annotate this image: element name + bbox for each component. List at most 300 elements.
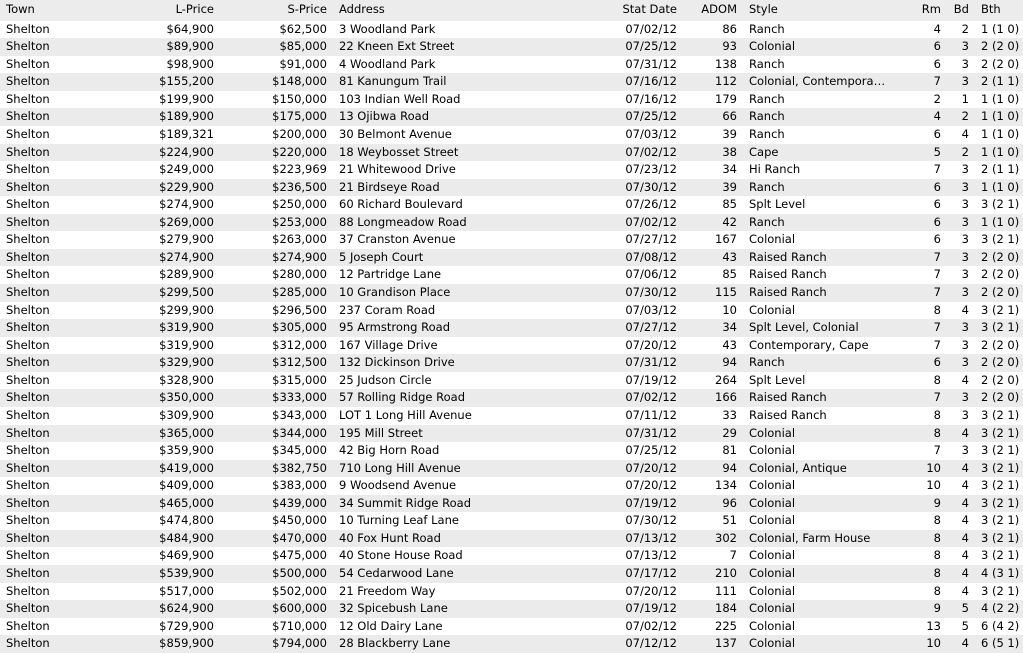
cell-lprice: $539,900 xyxy=(159,566,214,580)
table-row[interactable] xyxy=(0,389,1023,407)
cell-date: 07/08/12 xyxy=(625,249,677,264)
cell-sprice: $175,000 xyxy=(272,109,327,124)
cell-lprice: $484,900 xyxy=(159,530,214,545)
cell-rm: 6 xyxy=(933,355,941,370)
cell-sprice: $148,000 xyxy=(272,74,327,89)
cell-sprice: $344,000 xyxy=(272,425,327,440)
cell-sprice: $200,000 xyxy=(272,126,327,141)
cell-date: 07/20/12 xyxy=(625,478,677,493)
cell-town: Shelton xyxy=(6,478,50,493)
cell-town: Shelton xyxy=(6,372,50,387)
cell-lprice: $419,000 xyxy=(159,460,214,475)
cell-style: Colonial xyxy=(749,548,796,563)
table-row[interactable] xyxy=(0,565,1023,583)
cell-date: 07/02/12 xyxy=(625,21,677,36)
cell-town: Shelton xyxy=(6,495,50,510)
cell-adom: 184 xyxy=(715,601,737,616)
cell-address: 12 Old Dairy Lane xyxy=(339,618,443,633)
cell-town: Shelton xyxy=(6,197,50,212)
column-header-bth[interactable]: Bth xyxy=(981,2,1001,16)
cell-style: Colonial xyxy=(749,601,796,616)
cell-sprice: $710,000 xyxy=(272,618,327,633)
cell-bth: 3 (2 1) xyxy=(981,320,1020,335)
cell-bth: 2 (1 1) xyxy=(981,162,1020,177)
cell-style: Raised Ranch xyxy=(749,390,827,405)
column-header-sprice[interactable]: S-Price xyxy=(287,2,327,16)
cell-town: Shelton xyxy=(6,144,50,159)
cell-town: Shelton xyxy=(6,636,50,651)
cell-town: Shelton xyxy=(6,267,50,282)
cell-date: 07/30/12 xyxy=(625,285,677,299)
table-row[interactable] xyxy=(0,214,1023,232)
cell-style: Colonial xyxy=(749,636,796,651)
cell-bd: 2 xyxy=(961,21,969,36)
cell-adom: 111 xyxy=(715,583,737,598)
cell-address: 25 Judson Circle xyxy=(339,372,432,387)
cell-bth: 1 (1 0) xyxy=(981,21,1020,36)
cell-lprice: $274,900 xyxy=(159,249,214,264)
cell-bth: 2 (2 0) xyxy=(981,355,1020,370)
cell-date: 07/02/12 xyxy=(625,618,677,633)
cell-sprice: $285,000 xyxy=(272,285,327,299)
cell-bth: 3 (2 1) xyxy=(981,407,1020,422)
cell-sprice: $62,500 xyxy=(279,21,327,36)
cell-rm: 10 xyxy=(926,478,941,493)
table-row[interactable] xyxy=(0,442,1023,460)
cell-rm: 8 xyxy=(933,566,941,580)
cell-lprice: $517,000 xyxy=(159,583,214,598)
cell-rm: 6 xyxy=(933,232,941,247)
cell-bth: 2 (2 0) xyxy=(981,372,1020,387)
table-row[interactable] xyxy=(0,600,1023,618)
cell-address: 34 Summit Ridge Road xyxy=(339,495,472,510)
cell-date: 07/19/12 xyxy=(625,495,677,510)
cell-bd: 4 xyxy=(961,372,969,387)
cell-adom: 93 xyxy=(722,39,737,54)
cell-style: Splt Level xyxy=(749,197,806,212)
cell-sprice: $500,000 xyxy=(272,566,327,580)
cell-date: 07/12/12 xyxy=(625,636,677,651)
cell-town: Shelton xyxy=(6,355,50,370)
cell-date: 07/26/12 xyxy=(625,197,677,212)
cell-bd: 3 xyxy=(961,162,969,177)
cell-bd: 3 xyxy=(961,74,969,89)
cell-date: 07/23/12 xyxy=(625,162,677,177)
cell-sprice: $343,000 xyxy=(272,407,327,422)
cell-lprice: $329,900 xyxy=(159,355,214,370)
cell-address: 30 Belmont Avenue xyxy=(339,126,452,141)
cell-address: 195 Mill Street xyxy=(339,425,423,440)
cell-style: Splt Level, Colonial xyxy=(749,320,859,335)
cell-lprice: $229,900 xyxy=(159,179,214,194)
cell-town: Shelton xyxy=(6,21,50,36)
cell-rm: 8 xyxy=(933,372,941,387)
cell-date: 07/20/12 xyxy=(625,337,677,352)
cell-address: 103 Indian Well Road xyxy=(339,91,461,106)
cell-bd: 4 xyxy=(961,583,969,598)
cell-style: Colonial xyxy=(749,39,796,54)
cell-bth: 3 (2 1) xyxy=(981,302,1020,317)
cell-town: Shelton xyxy=(6,425,50,440)
cell-bth: 4 (2 2) xyxy=(981,601,1020,616)
cell-date: 07/31/12 xyxy=(625,56,677,71)
cell-sprice: $91,000 xyxy=(279,56,327,71)
cell-style: Ranch xyxy=(749,109,785,124)
cell-style: Colonial, Contempora… xyxy=(749,74,886,89)
cell-sprice: $315,000 xyxy=(272,372,327,387)
cell-rm: 10 xyxy=(926,636,941,651)
cell-rm: 6 xyxy=(933,56,941,71)
cell-adom: 43 xyxy=(722,337,737,352)
cell-town: Shelton xyxy=(6,566,50,580)
cell-rm: 4 xyxy=(933,109,941,124)
cell-sprice: $439,000 xyxy=(272,495,327,510)
cell-style: Ranch xyxy=(749,179,785,194)
cell-address: 54 Cedarwood Lane xyxy=(339,566,454,580)
cell-address: 32 Spicebush Lane xyxy=(339,601,448,616)
cell-adom: 225 xyxy=(715,618,737,633)
column-header-town[interactable]: Town xyxy=(6,2,35,16)
cell-sprice: $305,000 xyxy=(272,320,327,335)
cell-bth: 2 (2 0) xyxy=(981,39,1020,54)
cell-town: Shelton xyxy=(6,320,50,335)
cell-rm: 7 xyxy=(933,337,941,352)
cell-adom: 167 xyxy=(715,232,737,247)
cell-adom: 96 xyxy=(722,495,737,510)
cell-sprice: $296,500 xyxy=(272,302,327,317)
cell-adom: 7 xyxy=(729,548,737,563)
cell-address: 40 Fox Hunt Road xyxy=(339,530,441,545)
table-row[interactable] xyxy=(0,231,1023,249)
cell-lprice: $859,900 xyxy=(159,636,214,651)
cell-bd: 5 xyxy=(961,618,969,633)
cell-town: Shelton xyxy=(6,179,50,194)
table-row[interactable] xyxy=(0,495,1023,513)
table-row[interactable] xyxy=(0,354,1023,372)
cell-lprice: $189,321 xyxy=(159,126,214,141)
table-row[interactable] xyxy=(0,407,1023,425)
cell-lprice: $199,900 xyxy=(159,91,214,106)
cell-bd: 4 xyxy=(961,126,969,141)
table-row[interactable] xyxy=(0,583,1023,601)
cell-lprice: $359,900 xyxy=(159,443,214,458)
cell-address: 132 Dickinson Drive xyxy=(339,355,455,370)
cell-bd: 3 xyxy=(961,56,969,71)
cell-address: 22 Kneen Ext Street xyxy=(339,39,455,54)
cell-sprice: $85,000 xyxy=(279,39,327,54)
cell-style: Colonial xyxy=(749,513,796,528)
table-row[interactable] xyxy=(0,635,1023,653)
table-row[interactable] xyxy=(0,425,1023,443)
cell-adom: 39 xyxy=(722,179,737,194)
cell-adom: 10 xyxy=(722,302,737,317)
table-row[interactable] xyxy=(0,91,1023,109)
cell-bth: 3 (2 1) xyxy=(981,583,1020,598)
cell-rm: 7 xyxy=(933,285,941,299)
cell-lprice: $409,000 xyxy=(159,478,214,493)
cell-style: Colonial, Farm House xyxy=(749,530,871,545)
cell-adom: 85 xyxy=(722,267,737,282)
table-row[interactable] xyxy=(0,73,1023,91)
cell-adom: 43 xyxy=(722,249,737,264)
table-row[interactable] xyxy=(0,372,1023,390)
cell-bd: 1 xyxy=(961,91,969,106)
cell-sprice: $274,900 xyxy=(272,249,327,264)
cell-town: Shelton xyxy=(6,214,50,229)
cell-bth: 2 (1 1) xyxy=(981,74,1020,89)
cell-style: Colonial xyxy=(749,302,796,317)
cell-lprice: $365,000 xyxy=(159,425,214,440)
cell-sprice: $383,000 xyxy=(272,478,327,493)
cell-sprice: $236,500 xyxy=(272,179,327,194)
cell-adom: 33 xyxy=(722,407,737,422)
cell-bth: 4 (3 1) xyxy=(981,566,1020,580)
cell-bd: 4 xyxy=(961,478,969,493)
cell-sprice: $333,000 xyxy=(272,390,327,405)
cell-rm: 9 xyxy=(933,495,941,510)
cell-bth: 3 (2 1) xyxy=(981,232,1020,247)
cell-date: 07/02/12 xyxy=(625,144,677,159)
cell-bth: 6 (4 2) xyxy=(981,618,1020,633)
cell-rm: 7 xyxy=(933,74,941,89)
cell-lprice: $328,900 xyxy=(159,372,214,387)
cell-sprice: $450,000 xyxy=(272,513,327,528)
cell-adom: 51 xyxy=(722,513,737,528)
table-row[interactable] xyxy=(0,460,1023,478)
column-header-bd[interactable]: Bd xyxy=(953,2,969,16)
cell-rm: 6 xyxy=(933,214,941,229)
cell-date: 07/31/12 xyxy=(625,355,677,370)
cell-rm: 13 xyxy=(926,618,941,633)
cell-lprice: $469,900 xyxy=(159,548,214,563)
cell-rm: 8 xyxy=(933,583,941,598)
cell-date: 07/02/12 xyxy=(625,214,677,229)
cell-address: 12 Partridge Lane xyxy=(339,267,442,282)
cell-bd: 4 xyxy=(961,425,969,440)
cell-sprice: $220,000 xyxy=(272,144,327,159)
cell-bth: 1 (1 0) xyxy=(981,126,1020,141)
cell-address: 95 Armstrong Road xyxy=(339,320,450,335)
table-row[interactable] xyxy=(0,144,1023,162)
column-header-style[interactable]: Style xyxy=(749,2,778,16)
table-row[interactable] xyxy=(0,56,1023,74)
cell-adom: 112 xyxy=(715,74,737,89)
cell-adom: 94 xyxy=(722,355,737,370)
cell-adom: 264 xyxy=(715,372,737,387)
cell-rm: 4 xyxy=(933,21,941,36)
cell-rm: 6 xyxy=(933,39,941,54)
cell-address: 4 Woodland Park xyxy=(339,56,436,71)
cell-bth: 1 (1 0) xyxy=(981,91,1020,106)
cell-lprice: $279,900 xyxy=(159,232,214,247)
table-row[interactable] xyxy=(0,21,1023,39)
cell-date: 07/16/12 xyxy=(625,91,677,106)
cell-bd: 4 xyxy=(961,530,969,545)
table-row[interactable] xyxy=(0,38,1023,56)
cell-date: 07/20/12 xyxy=(625,460,677,475)
cell-style: Ranch xyxy=(749,21,785,36)
cell-address: 3 Woodland Park xyxy=(339,21,436,36)
cell-sprice: $794,000 xyxy=(272,636,327,651)
cell-bth: 3 (2 1) xyxy=(981,197,1020,212)
cell-bd: 3 xyxy=(961,337,969,352)
cell-sprice: $253,000 xyxy=(272,214,327,229)
cell-date: 07/20/12 xyxy=(625,583,677,598)
cell-town: Shelton xyxy=(6,232,50,247)
cell-style: Hi Ranch xyxy=(749,162,801,177)
cell-lprice: $465,000 xyxy=(159,495,214,510)
cell-sprice: $223,969 xyxy=(272,162,327,177)
cell-bth: 6 (5 1) xyxy=(981,636,1020,651)
cell-style: Colonial xyxy=(749,618,796,633)
cell-adom: 29 xyxy=(722,425,737,440)
cell-date: 07/06/12 xyxy=(625,267,677,282)
cell-style: Ranch xyxy=(749,56,785,71)
table-row[interactable] xyxy=(0,319,1023,337)
cell-bth: 3 (2 1) xyxy=(981,495,1020,510)
cell-style: Colonial xyxy=(749,443,796,458)
cell-lprice: $729,900 xyxy=(159,618,214,633)
cell-bd: 3 xyxy=(961,407,969,422)
cell-style: Colonial xyxy=(749,478,796,493)
cell-style: Raised Ranch xyxy=(749,407,827,422)
cell-adom: 137 xyxy=(715,636,737,651)
cell-rm: 10 xyxy=(926,460,941,475)
cell-adom: 66 xyxy=(722,109,737,124)
cell-town: Shelton xyxy=(6,109,50,124)
cell-rm: 7 xyxy=(933,249,941,264)
table-row[interactable] xyxy=(0,126,1023,144)
cell-bth: 2 (2 0) xyxy=(981,267,1020,282)
table-row[interactable] xyxy=(0,249,1023,267)
cell-style: Raised Ranch xyxy=(749,267,827,282)
table-row[interactable] xyxy=(0,337,1023,355)
table-row[interactable] xyxy=(0,530,1023,548)
cell-bd: 2 xyxy=(961,109,969,124)
cell-adom: 134 xyxy=(715,478,737,493)
cell-address: 10 Grandison Place xyxy=(339,285,451,299)
cell-adom: 115 xyxy=(715,285,737,299)
cell-adom: 94 xyxy=(722,460,737,475)
cell-rm: 5 xyxy=(933,144,941,159)
cell-lprice: $89,900 xyxy=(166,39,214,54)
cell-town: Shelton xyxy=(6,601,50,616)
cell-lprice: $274,900 xyxy=(159,197,214,212)
table-row[interactable] xyxy=(0,618,1023,636)
column-header-stat-date[interactable]: Stat Date xyxy=(622,2,677,16)
table-row[interactable] xyxy=(0,284,1023,302)
cell-bth: 1 (1 0) xyxy=(981,144,1020,159)
cell-town: Shelton xyxy=(6,443,50,458)
cell-sprice: $345,000 xyxy=(272,443,327,458)
table-row[interactable] xyxy=(0,477,1023,495)
cell-town: Shelton xyxy=(6,513,50,528)
cell-lprice: $98,900 xyxy=(166,56,214,71)
table-row[interactable] xyxy=(0,547,1023,565)
table-row[interactable] xyxy=(0,302,1023,320)
cell-adom: 86 xyxy=(722,21,737,36)
table-row[interactable] xyxy=(0,512,1023,530)
cell-bd: 4 xyxy=(961,513,969,528)
column-header-lprice[interactable]: L-Price xyxy=(175,2,214,16)
column-header-adom[interactable]: ADOM xyxy=(701,2,737,16)
cell-bd: 3 xyxy=(961,214,969,229)
cell-bth: 2 (2 0) xyxy=(981,56,1020,71)
cell-lprice: $289,900 xyxy=(159,267,214,282)
cell-town: Shelton xyxy=(6,530,50,545)
cell-town: Shelton xyxy=(6,460,50,475)
cell-bth: 2 (2 0) xyxy=(981,249,1020,264)
cell-lprice: $309,900 xyxy=(159,407,214,422)
table-row[interactable] xyxy=(0,266,1023,284)
cell-style: Colonial xyxy=(749,495,796,510)
cell-style: Cape xyxy=(749,144,779,159)
cell-sprice: $263,000 xyxy=(272,232,327,247)
table-row[interactable] xyxy=(0,108,1023,126)
cell-address: 88 Longmeadow Road xyxy=(339,214,467,229)
cell-rm: 8 xyxy=(933,530,941,545)
cell-style: Colonial xyxy=(749,583,796,598)
cell-town: Shelton xyxy=(6,548,50,563)
cell-date: 07/11/12 xyxy=(625,407,677,422)
cell-bth: 1 (1 0) xyxy=(981,214,1020,229)
cell-town: Shelton xyxy=(6,302,50,317)
cell-address: 21 Birdseye Road xyxy=(339,179,440,194)
cell-address: 18 Weybosset Street xyxy=(339,144,459,159)
cell-town: Shelton xyxy=(6,249,50,264)
cell-date: 07/27/12 xyxy=(625,232,677,247)
cell-address: 60 Richard Boulevard xyxy=(339,197,463,212)
table-row[interactable] xyxy=(0,179,1023,197)
cell-address: 13 Ojibwa Road xyxy=(339,109,429,124)
cell-adom: 38 xyxy=(722,144,737,159)
cell-sprice: $502,000 xyxy=(272,583,327,598)
table-row[interactable] xyxy=(0,196,1023,214)
cell-bd: 5 xyxy=(961,601,969,616)
cell-sprice: $475,000 xyxy=(272,548,327,563)
cell-adom: 81 xyxy=(722,443,737,458)
cell-bd: 3 xyxy=(961,232,969,247)
cell-date: 07/17/12 xyxy=(625,566,677,580)
cell-bth: 3 (2 1) xyxy=(981,443,1020,458)
cell-rm: 8 xyxy=(933,513,941,528)
cell-style: Ranch xyxy=(749,355,785,370)
cell-date: 07/25/12 xyxy=(625,39,677,54)
cell-adom: 34 xyxy=(722,162,737,177)
cell-date: 07/27/12 xyxy=(625,320,677,335)
cell-bth: 2 (2 0) xyxy=(981,337,1020,352)
cell-adom: 42 xyxy=(722,214,737,229)
cell-address: 710 Long Hill Avenue xyxy=(339,460,461,475)
column-header-rm[interactable]: Rm xyxy=(921,2,941,16)
cell-bd: 3 xyxy=(961,197,969,212)
cell-sprice: $312,000 xyxy=(272,337,327,352)
cell-bd: 4 xyxy=(961,548,969,563)
cell-rm: 7 xyxy=(933,320,941,335)
cell-style: Ranch xyxy=(749,214,785,229)
cell-address: 28 Blackberry Lane xyxy=(339,636,451,651)
table-row[interactable] xyxy=(0,161,1023,179)
cell-bth: 3 (2 1) xyxy=(981,548,1020,563)
cell-sprice: $250,000 xyxy=(272,197,327,212)
cell-lprice: $319,900 xyxy=(159,337,214,352)
cell-adom: 138 xyxy=(715,56,737,71)
cell-bd: 3 xyxy=(961,249,969,264)
column-header-address[interactable]: Address xyxy=(339,2,385,16)
cell-address: 10 Turning Leaf Lane xyxy=(339,513,459,528)
cell-style: Ranch xyxy=(749,91,785,106)
cell-lprice: $189,900 xyxy=(159,109,214,124)
